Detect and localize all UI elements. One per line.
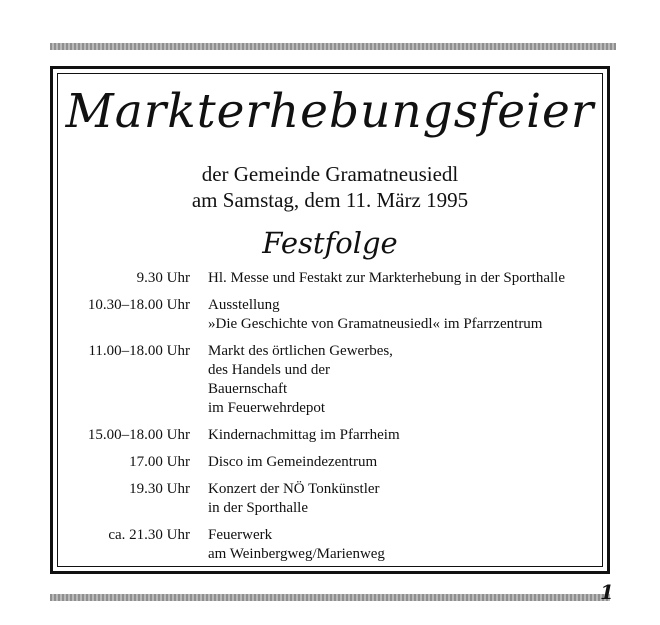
program-item: [60, 526, 606, 564]
program-description-line: im Feuerwehrdepot: [208, 400, 326, 416]
bottom-decorative-rule: [50, 594, 610, 601]
program-description-line: Markt des örtlichen Gewerbes,: [208, 343, 393, 359]
subtitle-line-2: am Samstag, dem 11. März 1995: [191, 188, 469, 212]
program-description-line: Konzert der NÖ Tonkünstler: [208, 481, 380, 497]
program-heading: Festfolge: [262, 226, 398, 260]
program-time: 10.30–18.00 Uhr: [87, 297, 190, 313]
program-description: [208, 453, 606, 472]
program-time: 11.00–18.00 Uhr: [88, 343, 190, 359]
program-time: 15.00–18.00 Uhr: [87, 427, 190, 443]
program-list: [60, 269, 606, 572]
program-time: ca. 21.30 Uhr: [108, 527, 190, 543]
program-description-line: Kindernachmittag im Pfarrheim: [208, 427, 400, 443]
program-item: [60, 269, 606, 288]
program-description-line: in der Sporthalle: [208, 500, 308, 516]
program-time: 19.30 Uhr: [129, 481, 190, 497]
program-description: [208, 342, 606, 418]
program-description-line: des Handels und der: [208, 362, 331, 378]
program-description-line: Disco im Gemeindezentrum: [208, 454, 378, 470]
program-item: [60, 480, 606, 518]
program-description-line: »Die Geschichte von Gramatneusiedl« im Pfarrzentrum: [208, 316, 543, 332]
subtitle-line-1: der Gemeinde Gramatneusiedl: [201, 162, 459, 186]
page-title: Markterhebungsfeier: [65, 84, 595, 139]
program-description: [208, 296, 606, 334]
program-item: [60, 426, 606, 445]
program-description: [208, 480, 606, 518]
program-description-line: Feuerwerk: [208, 527, 273, 543]
program-description: [208, 426, 606, 445]
top-decorative-rule: [50, 43, 616, 50]
program-description-line: Hl. Messe und Festakt zur Markterhebung in der Sporthalle: [208, 270, 566, 286]
program-time: 9.30 Uhr: [136, 270, 190, 286]
program-description: [208, 526, 606, 564]
program-item: [60, 342, 606, 418]
program-description-line: Ausstellung: [208, 297, 280, 313]
program-time: 17.00 Uhr: [129, 454, 190, 470]
program-item: [60, 453, 606, 472]
program-description-line: Bauernschaft: [208, 381, 288, 397]
page-number: 1: [600, 580, 614, 604]
program-description-line: am Weinbergweg/Marienweg: [208, 546, 385, 562]
program-item: [60, 296, 606, 334]
program-description: [208, 269, 606, 288]
